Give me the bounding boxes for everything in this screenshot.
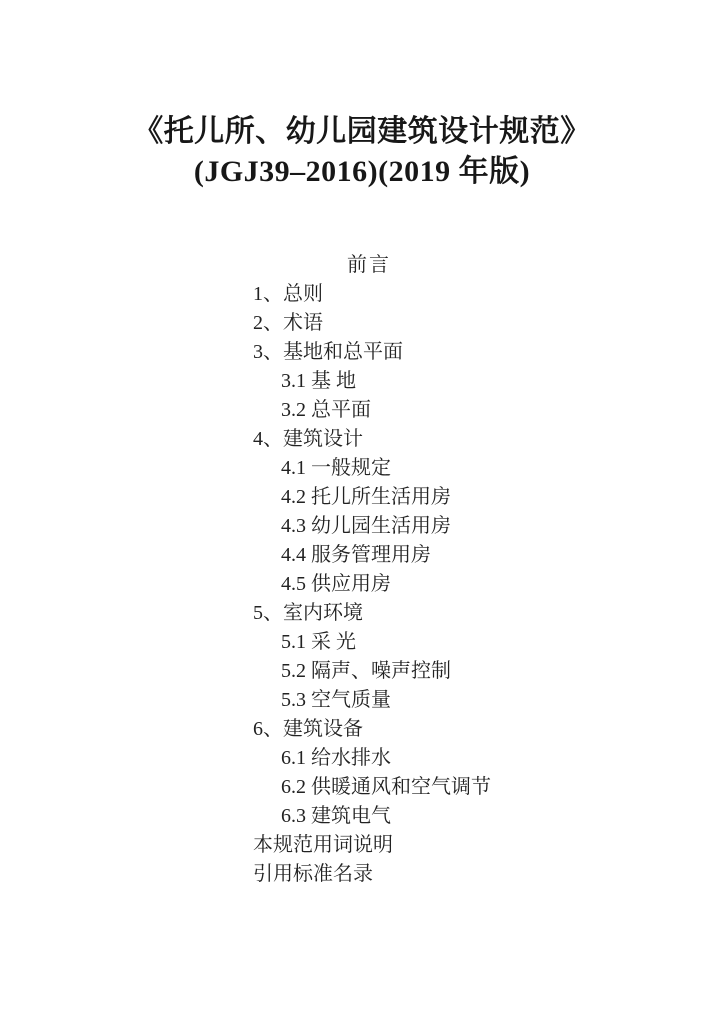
document-title bbox=[0, 112, 724, 192]
toc-list bbox=[253, 280, 491, 889]
toc-item: 2、术语 bbox=[253, 312, 323, 334]
toc-item: 本规范用词说明 bbox=[253, 834, 393, 856]
toc-item: 4.4 服务管理用房 bbox=[281, 544, 431, 566]
toc-item: 6.3 建筑电气 bbox=[281, 805, 391, 827]
toc-item: 6.2 供暖通风和空气调节 bbox=[281, 776, 491, 798]
toc-item: 4.2 托儿所生活用房 bbox=[281, 486, 451, 508]
document-title-line2: (JGJ39–2016)(2019 年版) bbox=[193, 155, 531, 188]
toc-item: 3.1 基 地 bbox=[281, 370, 356, 392]
toc-item: 5.2 隔声、噪声控制 bbox=[281, 660, 451, 682]
toc-item: 1、总则 bbox=[253, 283, 323, 305]
table-of-contents bbox=[253, 251, 491, 889]
toc-item: 3、基地和总平面 bbox=[253, 341, 403, 363]
toc-item: 6、建筑设备 bbox=[253, 718, 363, 740]
document-title-line1: 《托儿所、幼儿园建筑设计规范》 bbox=[133, 115, 591, 148]
toc-item: 5、室内环境 bbox=[253, 602, 363, 624]
toc-item: 4.5 供应用房 bbox=[281, 573, 391, 595]
toc-item: 4.1 一般规定 bbox=[281, 457, 391, 479]
toc-item: 4.3 幼儿园生活用房 bbox=[281, 515, 451, 537]
toc-item: 5.1 采 光 bbox=[281, 631, 356, 653]
toc-heading-foreword: 前言 bbox=[347, 254, 391, 276]
toc-item: 3.2 总平面 bbox=[281, 399, 371, 421]
toc-item: 引用标准名录 bbox=[253, 863, 373, 885]
toc-item: 6.1 给水排水 bbox=[281, 747, 391, 769]
toc-item: 5.3 空气质量 bbox=[281, 689, 391, 711]
toc-item: 4、建筑设计 bbox=[253, 428, 363, 450]
